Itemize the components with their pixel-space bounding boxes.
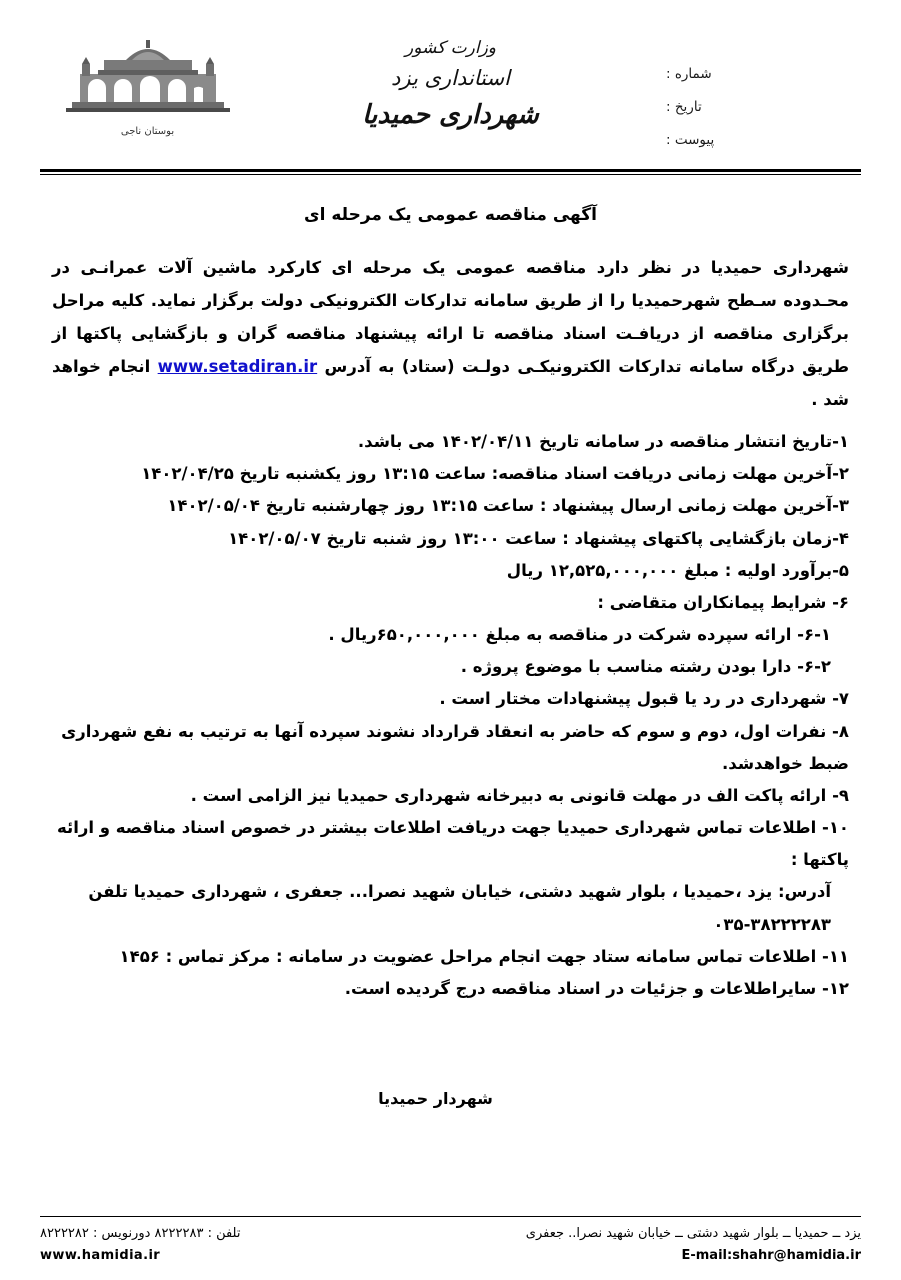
city-emblem [40, 18, 255, 137]
clause-item: ۵-برآورد اولیه : مبلغ ۱۲,۵۲۵,۰۰۰,۰۰۰ ریال [506, 560, 849, 580]
footer-email[interactable]: E-mail:shahr@hamidia.ir [681, 1248, 861, 1264]
clause-item: ۶-۱- ارائه سپرده شرکت در مناقصه به مبلغ ۶۵۰,۰۰۰,۰۰۰ریال . [328, 625, 831, 645]
clause-item: ۲-آخرین مهلت زمانی دریافت اسناد مناقصه: ساعت ۱۳:۱۵ روز یکشنبه تاریخ ۱۴۰۲/۰۴/۲۵ [141, 464, 849, 484]
intro-tail: انجام خواهد شد . [52, 357, 849, 409]
municipality-name: شهرداری حمیدیا [362, 100, 539, 130]
footer-address-block [526, 1223, 861, 1269]
footer-address: یزد ــ حمیدیا ــ بلوار شهید دشتی ــ خیابان شهید نصرا.. جعفری [525, 1225, 861, 1241]
reference-fields [646, 18, 861, 165]
footer-contact-block [40, 1223, 240, 1269]
organization-titles [255, 18, 646, 130]
intro-paragraph [52, 251, 849, 416]
clauses-list [52, 426, 849, 1005]
clause-item: ۳-آخرین مهلت زمانی ارسال پیشنهاد : ساعت ۱۳:۱۵ روز چهارشنبه تاریخ ۱۴۰۲/۰۵/۰۴ [167, 496, 849, 516]
letterhead-header [0, 0, 901, 165]
clause-item: ۶- شرایط پیمانکاران متقاضی : [597, 592, 849, 612]
signature-title: شهردار حمیدیا [378, 1089, 493, 1109]
clause-item: ۱۰- اطلاعات تماس شهرداری حمیدیا جهت دریافت اطلاعات بیشتر در خصوص اسناد مناقصه و ارائه پاکتها : [57, 818, 849, 870]
province-name: استانداری یزد [391, 66, 510, 90]
footer-website[interactable]: www.hamidia.ir [40, 1248, 161, 1264]
clause-item: ۱۱- اطلاعات تماس سامانه ستاد جهت انجام مراحل عضویت در سامانه : مرکز تماس : ۱۴۵۶ [119, 946, 849, 966]
page-title: آگهی مناقصه عمومی یک مرحله ای [304, 205, 597, 225]
emblem-caption: بوستان ناجی [120, 126, 175, 137]
ministry-name: وزارت کشور [404, 38, 496, 58]
field-attachment: پیوست : [666, 132, 715, 148]
document-body [0, 175, 901, 1108]
clause-item: ۶-۲- دارا بودن رشته مناسب با موضوع پروژه . [460, 657, 831, 677]
clause-item: ۴-زمان بازگشایی پاکتهای پیشنهاد : ساعت ۱۳:۰۰ روز شنبه تاریخ ۱۴۰۲/۰۵/۰۷ [228, 528, 849, 548]
clause-item: ۱۲- سایراطلاعات و جزئیات در اسناد مناقصه درج گردیده است. [344, 978, 849, 998]
building-monument-icon [58, 40, 238, 118]
footer-divider [40, 1216, 861, 1217]
field-number: شماره : [666, 66, 712, 82]
intro-text: شهرداری حمیدیا در نظر دارد مناقصه عمومی یک مرحله ای کارکرد ماشین آلات عمرانـی در محـدوده سـطح شهرحمیدیا را از طریق سامانه تدارکات الکترونیکی دولت برگزار نماید. کلیه مراحل برگزاری مناقصه از دریافـت اسناد مناقصه تا ارائه پیشنهاد مناقصه گران و بازگشایی پاکتها از طریق درگاه سامانه تدارکات الکترونیکـی دولـت (ستاد) به آدرس [52, 258, 850, 376]
field-date: تاریخ : [666, 99, 702, 115]
clause-item: ۷- شهرداری در رد یا قبول پیشنهادات مختار است . [439, 689, 849, 709]
page-footer [0, 1216, 901, 1280]
clause-item: آدرس: یزد ،حمیدیا ، بلوار شهید دشتی، خیابان شهید نصرا... جعفری ، شهرداری حمیدیا تلفن ۳۸۲۲۲۲۸۳-۰۳۵ [88, 882, 831, 934]
clause-item: ۹- ارائه پاکت الف در مهلت قانونی به دبیرخانه شهرداری حمیدیا نیز الزامی است . [190, 785, 849, 805]
clause-item: ۱-تاریخ انتشار مناقصه در سامانه تاریخ ۱۴۰۲/۰۴/۱۱ می باشد. [357, 432, 849, 451]
clause-item: ۸- نفرات اول، دوم و سوم که حاضر به انعقاد قرارداد نشوند سپرده آنها به ترتیب به نفع شهرداری ضبط خواهدشد. [61, 721, 849, 773]
footer-phones: تلفن : ۸۲۲۲۲۸۳ دورنویس : ۸۲۲۲۲۸۲ [40, 1225, 241, 1241]
setadiran-link[interactable]: www.setadiran.ir [157, 357, 318, 376]
